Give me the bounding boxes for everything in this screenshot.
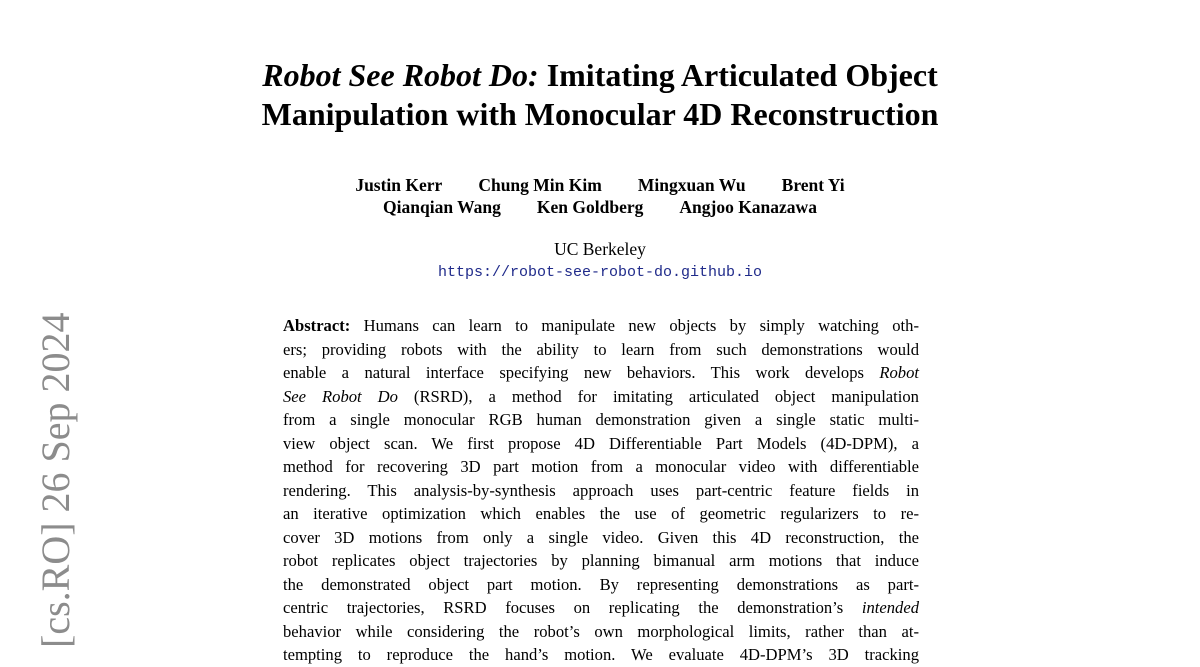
author-name: Ken Goldberg [536,197,644,217]
abstract-line-partial: tempting to reproduce the hand’s motion. We evaluate 4D-DPM’s 3D tracking [283,645,919,664]
abstract-line: from a single monocular RGB human demonstration given a single static multi- [283,410,919,429]
abstract-line: behavior while considering the robot’s own morphological limits, rather than at- [283,621,919,641]
abstract-line: view object scan. We first propose 4D Differentiable Part Models (4D-DPM), a [283,433,919,453]
abstract-line: rendering. This analysis-by-synthesis approach uses part-centric feature fields in [283,480,919,500]
abstract-italic: Robot [879,363,919,382]
abstract-line: centric trajectories, RSRD focuses on replicating the demonstration’s intended [283,598,919,617]
author-row-2 [0,196,1200,218]
author-name: Justin Kerr [355,175,443,195]
author-name: Qianqian Wang [383,197,501,217]
author-list [0,174,1200,218]
abstract-line: an iterative optimization which enables the use of geometric regularizers to re- [283,504,919,523]
arxiv-identifier-stamp: [cs.RO] 26 Sep 2024 [33,312,78,648]
abstract-line: enable a natural interface specifying new behaviors. This work develops Robot [283,363,919,382]
paper-title [0,56,1200,134]
author-name: Angjoo Kanazawa [679,197,817,217]
abstract-line: Abstract: Humans can learn to manipulate new objects by simply watching oth- [283,316,919,335]
project-url-link[interactable]: https://robot-see-robot-do.github.io [437,264,763,281]
title-line-1-rest: Imitating Articulated Object [538,57,938,93]
title-line-2: Manipulation with Monocular 4D Reconstruction [261,96,939,132]
abstract-italic: intended [861,598,919,617]
author-name: Brent Yi [781,175,845,195]
author-name: Chung Min Kim [478,175,602,195]
author-name: Mingxuan Wu [637,175,746,195]
abstract-line: See Robot Do (RSRD), a method for imitating articulated object manipulation [283,386,919,406]
abstract-line: the demonstrated object part motion. By representing demonstrations as part- [283,574,919,594]
author-row-1 [0,174,1200,196]
title-italic-part: Robot See Robot Do: [262,57,539,93]
abstract [283,314,919,667]
abstract-line: cover 3D motions from only a single video. Given this 4D reconstruction, the [283,527,919,547]
abstract-label: Abstract: [283,316,351,335]
abstract-italic: See Robot Do [283,386,398,406]
affiliation: UC Berkeley [554,239,646,259]
abstract-line: ers; providing robots with the ability to learn from such demonstrations would [283,339,919,359]
abstract-line: robot replicates object trajectories by planning bimanual arm motions that induce [283,551,919,570]
abstract-line: method for recovering 3D part motion from a monocular video with differentiable [283,457,919,476]
